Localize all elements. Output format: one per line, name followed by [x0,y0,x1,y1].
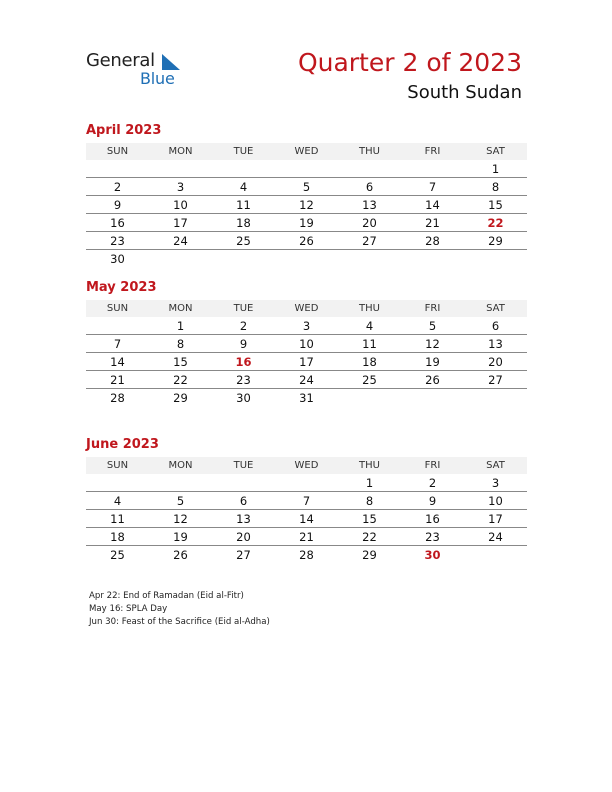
day-cell: 18 [86,528,149,546]
day-cell: 30 [110,251,125,266]
day-cell: 1 [464,160,527,178]
day-cell: 21 [401,214,464,232]
empty-day-cell [464,250,527,268]
month-title: April 2023 [86,123,162,138]
day-cell: 24 [464,528,527,546]
weekday-header: MON [149,300,212,317]
empty-day-cell [149,474,212,492]
month-title: June 2023 [86,437,159,452]
weekday-header-row [86,457,527,474]
weekday-header: TUE [212,143,275,160]
day-cell: 14 [401,196,464,214]
day-cell: 8 [338,492,401,510]
day-cell: 4 [338,317,401,335]
day-cell: 21 [275,528,338,546]
day-cell: 28 [299,547,314,562]
weekday-header: SAT [464,300,527,317]
day-cell: 7 [275,492,338,510]
month-calendar [86,122,527,267]
day-cell: 27 [464,371,527,389]
week-row [86,389,527,407]
day-cell: 28 [401,232,464,250]
day-cell: 11 [86,510,149,528]
day-cell: 4 [86,492,149,510]
logo-blue-text: Blue [140,69,175,88]
weekday-header: SUN [86,457,149,474]
day-cell: 26 [173,547,188,562]
weekday-header: FRI [401,143,464,160]
day-cell: 31 [299,390,314,405]
day-cell: 3 [464,474,527,492]
day-cell: 23 [212,371,275,389]
day-cell: 15 [464,196,527,214]
day-cell: 12 [149,510,212,528]
day-cell: 27 [338,232,401,250]
day-cell: 25 [212,232,275,250]
day-cell: 1 [149,317,212,335]
week-row [86,232,527,250]
day-cell: 18 [338,353,401,371]
day-cell: 10 [275,335,338,353]
day-cell: 14 [86,353,149,371]
day-cell: 28 [110,390,125,405]
week-row [86,214,527,232]
day-cell: 9 [86,196,149,214]
empty-day-cell [338,160,401,178]
calendar-grid [86,300,527,406]
day-cell: 5 [401,317,464,335]
day-cell: 20 [212,528,275,546]
empty-day-cell [401,389,464,407]
logo-triangle-icon [160,54,180,70]
holiday-note: Apr 22: End of Ramadan (Eid al-Fitr) [89,591,244,601]
day-cell: 2 [212,317,275,335]
weekday-header: WED [275,457,338,474]
day-cell: 16 [212,353,275,371]
day-cell: 13 [338,196,401,214]
logo-general-text: General [86,50,155,71]
day-cell: 17 [464,510,527,528]
day-cell: 3 [149,178,212,196]
day-cell: 25 [338,371,401,389]
logo [86,50,196,90]
day-cell: 18 [212,214,275,232]
day-cell: 17 [149,214,212,232]
weekday-header: THU [338,143,401,160]
day-cell: 12 [275,196,338,214]
day-cell: 11 [338,335,401,353]
day-cell: 6 [338,178,401,196]
empty-day-cell [212,160,275,178]
day-cell: 7 [86,335,149,353]
day-cell: 15 [338,510,401,528]
day-cell: 5 [149,492,212,510]
day-cell: 20 [464,353,527,371]
day-cell: 17 [275,353,338,371]
day-cell: 1 [338,474,401,492]
day-cell: 22 [338,528,401,546]
week-row [86,371,527,389]
week-row [86,335,527,353]
day-cell: 13 [212,510,275,528]
weekday-header: FRI [401,457,464,474]
empty-day-cell [212,474,275,492]
week-row [86,196,527,214]
weekday-header: MON [149,143,212,160]
empty-day-cell [275,250,338,268]
holiday-note: Jun 30: Feast of the Sacrifice (Eid al-Adha) [89,617,270,627]
empty-day-cell [464,546,527,564]
day-cell: 15 [149,353,212,371]
week-row [86,546,527,564]
empty-day-cell [275,474,338,492]
day-cell: 26 [275,232,338,250]
day-cell: 30 [236,390,251,405]
calendar-grid [86,143,527,267]
day-cell: 5 [275,178,338,196]
weekday-header: TUE [212,300,275,317]
empty-day-cell [401,250,464,268]
day-cell: 24 [149,232,212,250]
week-row [86,178,527,196]
country-name: South Sudan [407,82,522,103]
week-row [86,353,527,371]
weekday-header-row [86,300,527,317]
day-cell: 29 [362,547,377,562]
day-cell: 9 [401,492,464,510]
day-cell: 29 [173,390,188,405]
day-cell: 16 [401,510,464,528]
day-cell: 19 [149,528,212,546]
empty-day-cell [401,160,464,178]
day-cell: 7 [401,178,464,196]
weekday-header: WED [275,143,338,160]
holiday-note: May 16: SPLA Day [89,604,168,614]
day-cell: 10 [149,196,212,214]
month-title: May 2023 [86,280,157,295]
weekday-header: SAT [464,143,527,160]
empty-day-cell [86,160,149,178]
day-cell: 9 [212,335,275,353]
empty-day-cell [275,160,338,178]
day-cell: 23 [86,232,149,250]
day-cell: 29 [464,232,527,250]
week-row [86,474,527,492]
weekday-header: TUE [212,457,275,474]
day-cell: 20 [338,214,401,232]
week-row [86,250,527,268]
day-cell: 2 [86,178,149,196]
day-cell: 8 [149,335,212,353]
empty-day-cell [464,389,527,407]
day-cell: 16 [86,214,149,232]
day-cell: 25 [110,547,125,562]
weekday-header: FRI [401,300,464,317]
day-cell: 6 [212,492,275,510]
weekday-header: SAT [464,457,527,474]
week-row [86,492,527,510]
month-calendar [86,436,527,563]
empty-day-cell [149,250,212,268]
day-cell: 6 [464,317,527,335]
week-row [86,317,527,335]
day-cell: 22 [149,371,212,389]
day-cell: 21 [86,371,149,389]
holiday-notes [89,590,270,629]
day-cell: 24 [275,371,338,389]
day-cell: 10 [464,492,527,510]
empty-day-cell [338,250,401,268]
day-cell: 13 [464,335,527,353]
day-cell: 8 [464,178,527,196]
page-title: Quarter 2 of 2023 [297,48,522,77]
day-cell: 22 [464,214,527,232]
month-calendar [86,279,527,406]
weekday-header: SUN [86,143,149,160]
day-cell: 30 [424,547,441,562]
empty-day-cell [86,317,149,335]
empty-day-cell [338,389,401,407]
day-cell: 19 [275,214,338,232]
empty-day-cell [212,250,275,268]
day-cell: 12 [401,335,464,353]
weekday-header: THU [338,457,401,474]
empty-day-cell [149,160,212,178]
weekday-header: MON [149,457,212,474]
day-cell: 3 [275,317,338,335]
week-row [86,528,527,546]
weekday-header-row [86,143,527,160]
day-cell: 27 [236,547,251,562]
day-cell: 26 [401,371,464,389]
week-row [86,510,527,528]
day-cell: 14 [275,510,338,528]
weekday-header: THU [338,300,401,317]
week-row [86,160,527,178]
weekday-header: SUN [86,300,149,317]
day-cell: 19 [401,353,464,371]
calendar-grid [86,457,527,563]
day-cell: 4 [212,178,275,196]
day-cell: 2 [401,474,464,492]
empty-day-cell [86,474,149,492]
day-cell: 23 [401,528,464,546]
weekday-header: WED [275,300,338,317]
day-cell: 11 [212,196,275,214]
